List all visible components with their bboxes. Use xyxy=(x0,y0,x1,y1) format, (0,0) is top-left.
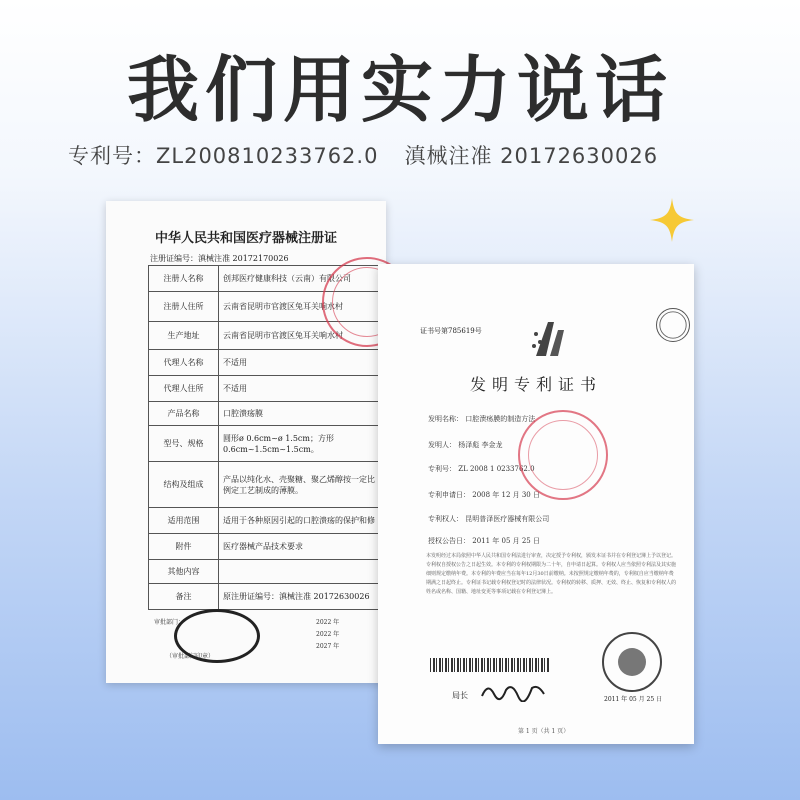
reg-title: 中华人民共和国医疗器械注册证 xyxy=(154,231,337,246)
patent-page: 第 1 页（共 1 页） xyxy=(518,728,570,735)
reg-value: 圆形ø 0.6cm~ø 1.5cm；方形0.6cm~1.5cm~1.5cm。 xyxy=(219,426,386,462)
reg-value: 不适用 xyxy=(219,350,386,376)
reg-label: 代理人住所 xyxy=(149,376,219,402)
reg-value: 云南省昆明市官渡区兔耳关响水村 xyxy=(219,292,386,322)
reg-value: 口腔溃疡膜 xyxy=(219,402,386,426)
reg-label: 注册人名称 xyxy=(149,266,219,292)
patent-title: 发明专利证书 xyxy=(469,375,602,394)
patent-field: 专利权人： 昆明普泽医疗器械有限公司 xyxy=(428,515,550,523)
reg-dates xyxy=(316,617,339,653)
reg-value: 创邦医疗健康科技（云南）有限公司 xyxy=(219,266,386,292)
reg-value: 云南省昆明市官渡区兔耳关响水村 xyxy=(219,322,386,350)
reg-label: 适用范围 xyxy=(149,508,219,534)
patent-field: 专利号： ZL 2008 1 0233762.0 xyxy=(428,465,535,473)
patent-field: 专利申请日： 2008 年 12 月 30 日 xyxy=(428,491,540,499)
patent-body: 本发明经过本局依照中华人民共和国专利法进行审查，决定授予专利权，颁发本证书并在专利登记簿上予以登记。专利权自授权公告之日起生效。本专利的专利权期限为二十年，自申请日起算。专利权人应当依照专利法及其实施细则规定缴纳年费。本专利的年费应当在每年12月30日前缴纳。未按照规定缴纳年费的，专利权自应当缴纳年费期满之日起终止。专利证书记载专利权登记时的法律状况。专利权的转移、质押、无效、终止、恢复和专利权人的姓名或名称、国籍、地址变更等事项记载在专利登记簿上。 xyxy=(426,553,677,595)
reg-label: 型号、规格 xyxy=(149,426,219,462)
reg-label: 注册人住所 xyxy=(149,292,219,322)
registration-certificate xyxy=(106,201,386,683)
patent-field: 发明人： 杨泽彪 李金龙 xyxy=(428,441,503,449)
reg-label: 代理人名称 xyxy=(149,350,219,376)
reg-value: 医疗器械产品技术要求 xyxy=(219,534,386,560)
sparkle-icon xyxy=(648,196,696,244)
reg-number: 注册证编号：滇械注准 20172170026 xyxy=(150,254,289,263)
subline xyxy=(68,140,768,170)
reg-value: 适用于各种原因引起的口腔溃疡的保护和修 xyxy=(219,508,386,534)
reg-value: 产品以纯化水、壳聚糖、聚乙烯醇按一定比例定工艺制成的薄膜。 xyxy=(219,462,386,508)
signature-icon xyxy=(478,678,548,702)
patent-date: 2011 年 05 月 25 日 xyxy=(604,696,663,703)
corner-seal-icon xyxy=(656,308,690,342)
reg-label: 备注 xyxy=(149,584,219,610)
red-stamp-inner-icon xyxy=(528,420,598,490)
reg-date: 2022 年 xyxy=(316,619,340,626)
patent-certificate xyxy=(378,264,694,744)
patent-sign-label: 局长 xyxy=(452,691,468,700)
patent-field: 授权公告日： 2011 年 05 月 25 日 xyxy=(428,537,540,545)
reg-issuer: 审批部门： xyxy=(154,619,185,626)
reg-value: 原注册证编号：滇械注准 20172630026 xyxy=(219,584,386,610)
patent-cert-number: 证书号第785619号 xyxy=(420,327,482,335)
reg-footer: （审批部门印章） xyxy=(166,653,215,660)
reg-value xyxy=(219,560,386,584)
reg-label: 产品名称 xyxy=(149,402,219,426)
registration-number: 滇械注准 20172630026 xyxy=(404,144,659,168)
reg-label: 其他内容 xyxy=(149,560,219,584)
patent-emblem-icon xyxy=(528,316,574,362)
patent-number: 专利号：ZL200810233762.0 xyxy=(68,144,379,168)
patent-field: 发明名称： 口腔溃疡膜的制造方法 xyxy=(428,415,536,423)
black-seal-icon xyxy=(174,609,260,663)
reg-value: 不适用 xyxy=(219,376,386,402)
reg-date: 2027 年 xyxy=(316,643,340,650)
reg-label: 附件 xyxy=(149,534,219,560)
reg-label: 结构及组成 xyxy=(149,462,219,508)
barcode-icon xyxy=(430,658,550,672)
headline: 我们用实力说话 xyxy=(126,48,673,132)
reg-date: 2022 年 xyxy=(316,631,340,638)
reg-label: 生产地址 xyxy=(149,322,219,350)
national-emblem-icon xyxy=(618,648,646,676)
